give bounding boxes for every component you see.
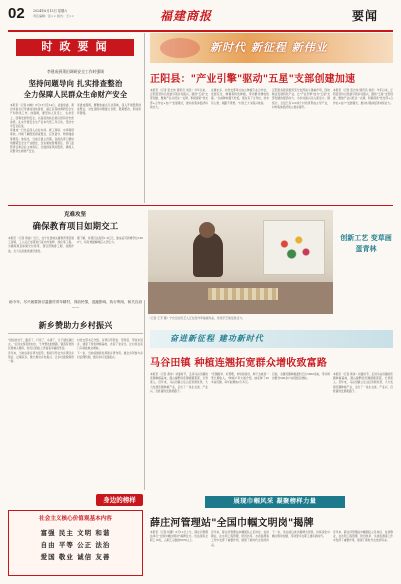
village-para-1: "现在的村子，路宽了、灯亮了、水清了，日子越过越红火。"走进永泰县的村庄，干净整洁的道路、错落有致的民居映入眼帘，村民们的脸上洋溢着幸福的笑容。 (8, 338, 74, 351)
zhengyang-para-1: 本报讯（记者 张志伟 通讯员 刘佳）今年以来，正阳县坚持以党建引领乡村振兴，围绕"五星"支部创建，聚焦产业兴旺这一关键，积极探索"党支部+合作社+农户"发展模式，推动村集体经济持续壮大。 (150, 88, 208, 109)
zhengyang-col-1 (150, 88, 208, 203)
mashi-col-1 (150, 372, 208, 490)
politics-kicker: 李建成到莆田调研安全工作时强调 (47, 69, 104, 74)
politics-para-3: 李建成强调，要聚焦重点行业领域，深入开展隐患排查整治，对发现的问题建立台账、限期整改，形成闭环管理。 (77, 103, 141, 116)
core-values-line-1: 富强 民主 文明 和谐 (40, 529, 111, 537)
xuezhuang-col-2 (211, 530, 269, 578)
xuezhuang-col-4 (333, 530, 393, 578)
photo-artwork-flowers (270, 228, 318, 268)
core-values-box (8, 510, 143, 576)
column-divider-2 (144, 300, 145, 490)
village-para-4: 下一步，当地将继续发挥新乡贤作用，健全乡贤参与乡村治理机制，推动乡村全面振兴。 (77, 350, 143, 359)
village-para-2: 近年来，当地以新乡贤为纽带，积极引导在外乡贤回乡创业、反哺家乡，聚力推动乡村振兴，让乡村面貌焕然一新。 (8, 350, 74, 364)
xuezhuang-banner (205, 496, 345, 508)
masthead-logo: 福建商报 (160, 9, 213, 23)
politics-headline-1: 坚持问题导向 扎实排查整治 (28, 79, 123, 88)
art-col-2 (77, 236, 143, 296)
art-col-1 (8, 236, 74, 296)
mashi-para-2: "连翘耐旱、好管理，市场前景好，种下去就是一笔长期收入。"种植户李大姐介绍，她家种了20多亩连翘，每年能增收2万多元。 (211, 372, 269, 385)
xuezhuang-banner-text: 展现巾帼风采 凝聚榜样力量 (233, 498, 317, 505)
photo-caption: （记者 王芳 摄）宁化县农民艺人正在创作草编画作品，传统手艺焕发新活力。 (148, 316, 245, 320)
xuezhuang-para-3: 下一步，该站将以此次揭牌为契机，持续深化巾帼文明岗创建，带动更多女职工建功新时代。 (272, 530, 330, 539)
section-rule-1 (8, 205, 393, 206)
politics-box-title: 时 政 要 闻 (16, 39, 134, 56)
politics-col-1 (10, 103, 74, 201)
craft-photo (148, 210, 333, 314)
mashi-para-3: 目前，全镇连翘种植面积已达5000余亩，带动周边群众300余户实现稳定增收。 (272, 372, 330, 381)
zhengyang-col-3 (272, 88, 330, 203)
banner-decor-icon (160, 38, 200, 58)
mashi-para-1: 本报讯（记者 黄伟）初夏时节，走进马谷田镇的连翘种植基地，漫山遍野的连翘郁郁葱葱，长势喜人。近年来，马谷田镇立足山区资源优势，大力发展连翘种植产业，走出了一条生态美、产业兴、百姓富的发展新路子。 (150, 372, 208, 393)
village-headline: 新乡赞助力乡村振兴 (38, 320, 113, 330)
art-para-1: 本报讯（记者 周丽）近日，在宁化县城关镇教育项目施工现场，工人们正加紧进行室内外装修、绿化等工程。为确保项目如期交付使用，项目部倒排工期、挂图作战，全力以赴推进建设进度。 (8, 236, 74, 253)
zhengyang-col-4 (333, 88, 393, 128)
section-title: 要闻 (352, 9, 379, 23)
village-kicker: 助今年，尽兴就要探讨温德村青年精村，得前民情，逃跑影响，执行利用，和关自治—— (9, 300, 142, 309)
mashi-col-2 (211, 372, 269, 490)
art-headline: 确保教育项目如期交工 (32, 221, 119, 231)
politics-para-1: 本报讯（记者 林晓）6月13日至14日，省委常委、莆田市委书记李建成到仙游县、涵江区等地调研安全生产和防汛工作。他强调，要坚持人民至上、生命至上，统筹发展和安全，以高度的政治责任感和历史使命感，扎实开展安全生产治本攻坚三年行动，坚决守牢安全底线。 (10, 103, 74, 129)
xuezhuang-col-3 (272, 530, 330, 578)
photo-person-head (199, 222, 215, 238)
zhengyang-para-2: 在慎水乡，村党支部牵头成立种植专业合作社，发展花生、辣椒等特色种植，带动群众增收致富。"以前种地靠天吃饭，现在有了合作社，技术有人教，销路不用愁。"村民王大爷高兴地说。 (211, 88, 269, 105)
date-line: 2024年6月15日 星期六 (33, 9, 68, 13)
banner-slogan: 新时代 新征程 新伟业 (210, 41, 328, 54)
role-model-tag (96, 494, 143, 506)
photo-person (193, 232, 223, 277)
mashi-col-4 (333, 372, 393, 490)
core-values-title: 社会主义核心价值观基本内容 (39, 516, 112, 522)
core-values-line-2: 自由 平等 公正 法治 (40, 541, 111, 549)
politics-box (8, 33, 143, 203)
zhengyang-col-2 (211, 88, 269, 203)
header-rule (8, 30, 393, 32)
zhengyang-para-3: 正阳县各级党组织充分发挥战斗堡垒作用，因地制宜发展特色产业，让"产业引擎"成为"五星"支部创建的强劲动力，为乡村振兴注入新活力。据统计，全县已有120余个村培育形成主导产业，村均集体经济收入稳步提升。 (272, 88, 330, 109)
mashi-para-4: 本报讯（记者 黄伟）初夏时节，走进马谷田镇的连翘种植基地，漫山遍野的连翘郁郁葱葱，长势喜人。近年来，马谷田镇立足山区资源优势，大力发展连翘种植产业，走出了一条生态美、产业兴、百姓富的发展新路子。 (333, 372, 393, 393)
art-kicker: 克难攻坚 (63, 212, 86, 218)
village-rule (8, 333, 143, 334)
xuezhuang-para-2: 近年来，薛庄河管理站巾帼团队立足岗位、爱岗敬业，在水利工程管理、防汛抗旱、水质监测等工作中发挥了重要作用，展现了新时代女性的风采。 (211, 530, 269, 547)
zhengyang-banner (150, 33, 393, 63)
core-values-line-3: 爱国 敬业 诚信 友善 (40, 553, 111, 561)
photo-tools (208, 288, 278, 300)
mashi-banner (150, 330, 393, 348)
mashi-col-3 (272, 372, 330, 490)
mashi-banner-text: 奋进新征程 建功新时代 (170, 333, 264, 343)
xuezhuang-col-1 (150, 530, 208, 578)
politics-col-2 (77, 103, 141, 201)
page-number: 02 (8, 5, 25, 22)
village-col-1 (8, 338, 74, 488)
politics-para-2: 李建成一行先后深入企业车间、施工现场、水库堤坝等地，详细了解隐患排查整治、应急值守、物资储备等情况。他指出，当前正值主汛期，各级各部门要时刻绷紧安全生产这根弦，压实属地管理责任、部门监管责任和企业主体责任，全面排查风险隐患，确保人民群众生命财产安全。 (10, 128, 74, 154)
role-model-title: 身边的榜样 (103, 496, 136, 504)
xuezhuang-para-1: 本报讯（记者 杨娜）6月12日上午，薛庄河管理站举行"全国巾帼文明岗"揭牌仪式。该站现有女职工18名，占职工总数的60%以上。 (150, 530, 208, 543)
politics-headline-2: 全力保障人民群众生命财产安全 (23, 90, 128, 99)
page-header (8, 5, 393, 29)
editor-line: 责任编辑：张×× 版式：王×× (33, 14, 75, 18)
art-para-2: 据了解，该项目总投资1.2亿元，建成后可新增学位1800个，将有效缓解城区入学压力。 (77, 236, 143, 245)
xuezhuang-para-4: 近年来，薛庄河管理站巾帼团队立足岗位、爱岗敬业，在水利工程管理、防汛抗旱、水质监测等工作中发挥了重要作用，展现了新时代女性的风采。 (333, 530, 393, 543)
village-col-2 (77, 338, 143, 488)
photo-side-caption: 创新工艺 变草画蛋青林 (340, 233, 392, 253)
mashi-headline: 马谷田镇 种植连翘拓宽群众增收致富路 (150, 358, 328, 369)
column-divider (144, 33, 145, 203)
zhengyang-para-4: 本报讯（记者 张志伟 通讯员 刘佳）今年以来，正阳县坚持以党建引领乡村振兴，围绕"五星"支部创建，聚焦产业兴旺这一关键，积极探索"党支部+合作社+农户"发展模式，推动村集体经济持续壮大。 (333, 88, 393, 105)
zhengyang-headline: 正阳县："产业引擎"驱动"五星"支部创建加速 (150, 74, 356, 85)
village-para-3: 村党支部书记介绍，乡贤们带资金、带项目、带技术回乡，建起了特色种植基地，办起了农家乐，让村民在家门口就能就业增收。 (77, 338, 143, 351)
xuezhuang-headline: 薛庄河管理站"全国巾帼文明岗"揭牌 (150, 518, 314, 529)
